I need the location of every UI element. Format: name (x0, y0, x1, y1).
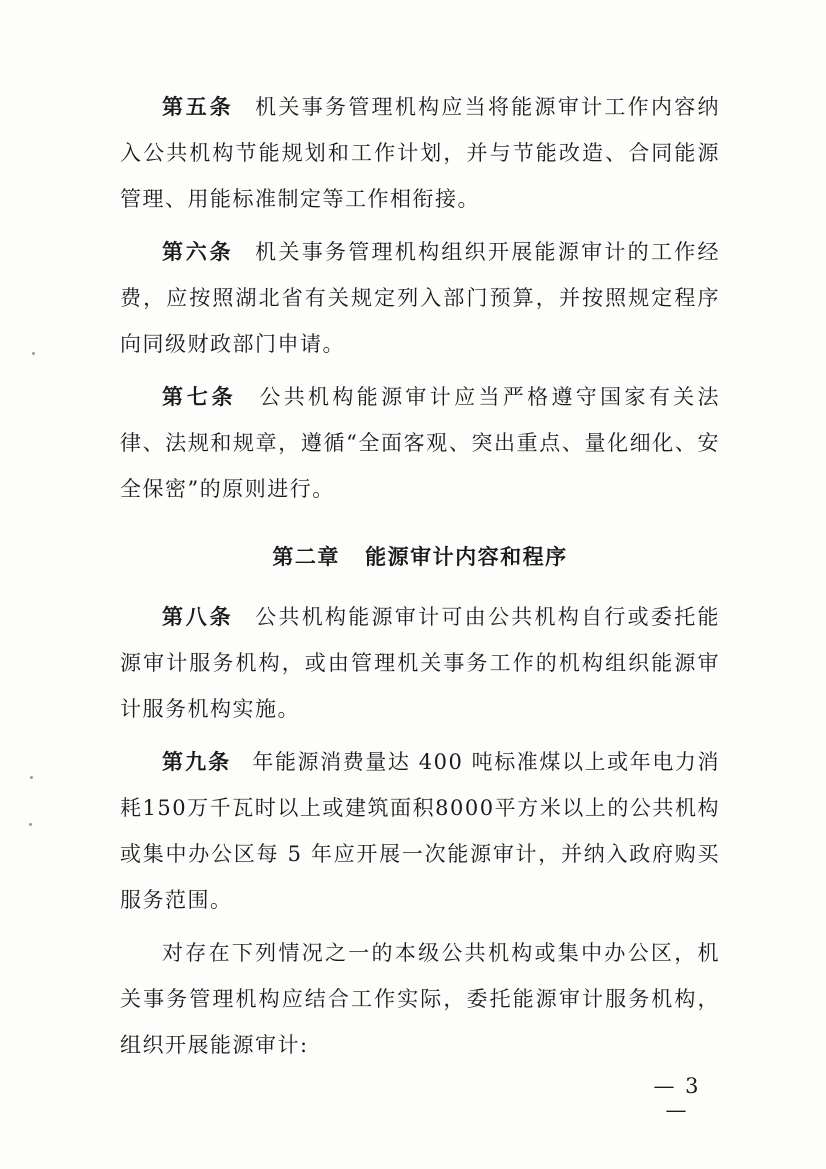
article-number: 第七条 (162, 385, 237, 409)
scan-speck (29, 823, 32, 826)
chapter-heading (120, 534, 720, 580)
article-number: 第九条 (162, 750, 232, 774)
chapter-number: 第二章 (272, 545, 340, 569)
article-paragraph (120, 374, 720, 512)
article-number: 第六条 (162, 240, 234, 264)
scan-speck (30, 776, 33, 779)
article-paragraph (120, 84, 720, 222)
article-paragraph (120, 594, 720, 732)
page-number: — 3 — (653, 1074, 701, 1122)
article-text: 机关事务管理机构应当将能源审计工作内容纳入公共机构节能规划和工作计划，并与节能改造、合同能源管理、用能标准制定等工作相衔接。 (120, 95, 721, 211)
body-paragraph: 对存在下列情况之一的本级公共机构或集中办公区，机关事务管理机构应结合工作实际，委托能源审计服务机构，组织开展能源审计: (120, 941, 720, 1057)
scan-speck (32, 352, 35, 355)
chapter-title: 能源审计内容和程序 (365, 545, 568, 569)
article-number: 第八条 (162, 605, 234, 629)
article-text: 机关事务管理机构组织开展能源审计的工作经费，应按照湖北省有关规定列入部门预算，并按照规定程序向同级财政部门申请。 (120, 240, 721, 356)
document-body (120, 84, 720, 1075)
article-paragraph (120, 229, 720, 367)
article-number: 第五条 (162, 95, 234, 119)
article-text: 公共机构能源审计应当严格遵守国家有关法律、法规和规章，遵循“全面客观、突出重点、量化细化、安全保密”的原则进行。 (120, 385, 721, 501)
article-text: 公共机构能源审计可由公共机构自行或委托能源审计服务机构，或由管理机关事务工作的机构组织能源审计服务机构实施。 (120, 605, 721, 721)
article-text: 年能源消费量达 400 吨标准煤以上或年电力消耗150万千瓦时以上或建筑面积8000平方米以上的公共机构或集中办公区每 5 年应开展一次能源审计，并纳入政府购买服务范围。 (120, 750, 721, 912)
article-paragraph (120, 739, 720, 923)
